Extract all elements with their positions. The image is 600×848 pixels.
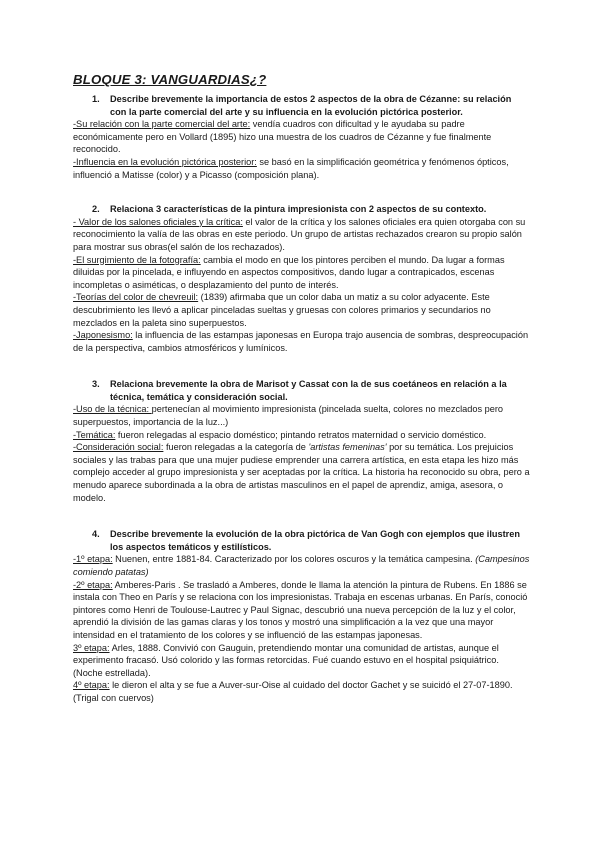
answer-text: fueron relegadas a la categoría de [163,442,309,453]
answer-paragraph [73,579,530,642]
question-2 [73,203,530,216]
question-text: Relaciona brevemente la obra de Marisot y Cassat con la de sus coetáneos en relación a la técnica, temática y consideración social. [110,379,507,402]
answer-label: -Japonesismo: [73,330,133,341]
answer-paragraph [73,403,530,428]
answer-italic-text: (Campesinos comiendo patatas) [73,554,530,577]
answer-text: fueron relegadas al espacio doméstico; pintando retratos maternidad o servicio doméstico. [115,429,487,440]
answer-label: -El surgimiento de la fotografía: [73,254,201,265]
answer-paragraph [73,553,530,578]
answer-paragraph [73,156,530,181]
answer-label: -2º etapa: [73,579,113,590]
document-title: BLOQUE 3: VANGUARDIAS¿? [73,72,267,87]
answer-label: -Teorías del color de chevreuil: [73,292,199,303]
answer-text: pertenecían al movimiento impresionista (pincelada suelta, colores no mezclados pero superpuestos, importancia de la luz...) [73,404,504,428]
question-number: 1. [92,94,100,104]
answer-text: Arles, 1888. Convivió con Gauguin, pretendiendo montar una comunidad de artistas, aunque el experimento fracasó. Usó colorido y las formas retorcidas. Fué cuando estuvo en el hospital psiquiátrico. (Noche estrellada). [73,642,499,678]
question-3 [73,378,530,403]
answer-paragraph [73,118,530,156]
answer-text: Amberes-Paris . Se trasladó a Amberes, donde le llama la atención la pintura de Rubens. En 1886 se instala con Theo en París y se relaciona con los impresionistas. Trabaja en escenas urbanas. En París, conoció pintores como Henri de Toulouse-Lautrec y Paul Signac, descubrió una nueva percepción de la luz y el color, aprendió la división de las gamas claras y los tonos y mostró una simplificación a la vez que una mayor intensidad en el tratamiento de los colores y se influenció de las estampas japonesas. [73,579,528,640]
answer-text: (1839) afirmaba que un color daba un matiz a su color adyacente. Este descubrimiento les llevó a aplicar pinceladas sueltas y gruesas con colores primarios y secundarios no mezclados en la paleta sino superpuestos. [73,292,491,328]
question-number: 2. [92,204,100,215]
answer-paragraph [73,254,530,292]
question-text: Relaciona 3 características de la pintura impresionista con 2 aspectos de su contexto. [110,204,487,215]
answer-paragraph [73,216,530,254]
question-text: Describe brevemente la importancia de estos 2 aspectos de la obra de Cézanne: su relación con la parte comercial del arte y su influencia en la evolución pictórica posterior. [110,94,512,117]
question-text: Describe brevemente la evolución de la obra pictórica de Van Gogh con ejemplos que ilustren los aspectos temáticos y estilísticos. [110,529,520,552]
answer-label: -Consideración social: [73,442,164,453]
answer-label: 3º etapa: [73,642,110,653]
answer-paragraph [73,329,530,354]
question-1 [73,93,530,118]
question-number: 4. [92,529,100,540]
answer-label: 4º etapa: [73,680,110,691]
answer-paragraph [73,441,530,504]
answer-text: el valor de la crítica y los salones oficiales era quien otorgaba con su reconocimiento la valía de las obras en este periodo. Un grupo de artistas rechazados crearon su propio salón para mostrar sus obras(el salón de los rechazados). [73,216,526,252]
answer-label: -Uso de la técnica: [73,404,152,415]
section-2 [73,203,530,354]
answer-label: -Influencia en la evolución pictórica posterior: [73,156,257,167]
question-4 [73,528,530,553]
answer-text: cambia el modo en que los pintores perciben el mundo. Da lugar a formas diluidas por la pincelada, e influyendo en aspectos compositivos, dando lugar a contrapicados, escenas incompletas o asiméticas, o desplazamiento del punto de interés. [73,254,505,290]
answer-text: vendía cuadros con dificultad y le ayudaba su padre económicamente pero en Vollard (1895) hizo una muestra de los cuadros de Cézanne y fue finalmente reconocido. [73,119,492,155]
answer-italic-text: 'artistas femeninas' [308,442,387,453]
answer-paragraph [73,679,530,704]
section-4 [73,528,530,704]
answer-text: Nuenen, entre 1881-84. Caracterizado por los colores oscuros y la temática campesina. [112,554,476,565]
answer-label: - Valor de los salones oficiales y la crítica: [73,216,243,227]
question-number: 3. [92,379,100,390]
section-3 [73,378,530,504]
answer-paragraph [73,291,530,329]
answer-text: le dieron el alta y se fue a Auver-sur-Oise al cuidado del doctor Gachet y se suicidó el 27-07-1890. (Trigal con cuervos) [73,680,513,703]
section-1 [73,93,530,181]
answer-paragraph [73,429,530,442]
answer-label: -1º etapa: [73,554,113,565]
answer-text-continued: por su temática. Los prejuicios sociales y las trabas para que una mujer pudiese emprender una carrera artística, en esta etapa les hizo más complejo acceder al grupo impresionista y ser aceptadas por la crítica. La historia ha reconocido su obra, pero a menudo aparece subordinada a la obra de artistas masculinos en el papel de aprendiz, amiga, asesora, o modelo. [73,442,530,503]
answer-label: -Temática: [73,429,116,440]
answer-paragraph [73,642,530,680]
answer-text: se basó en la simplificación geométrica y fenómenos ópticos, influenció a Matisse (color) y a Picasso (composición plana). [73,156,509,180]
answer-text: la influencia de las estampas japonesas en Europa trajo ausencia de sombras, despreocupación de la perspectiva, cambios atmosféricos y lumínicos. [73,330,529,353]
answer-label: -Su relación con la parte comercial del arte: [73,119,251,130]
